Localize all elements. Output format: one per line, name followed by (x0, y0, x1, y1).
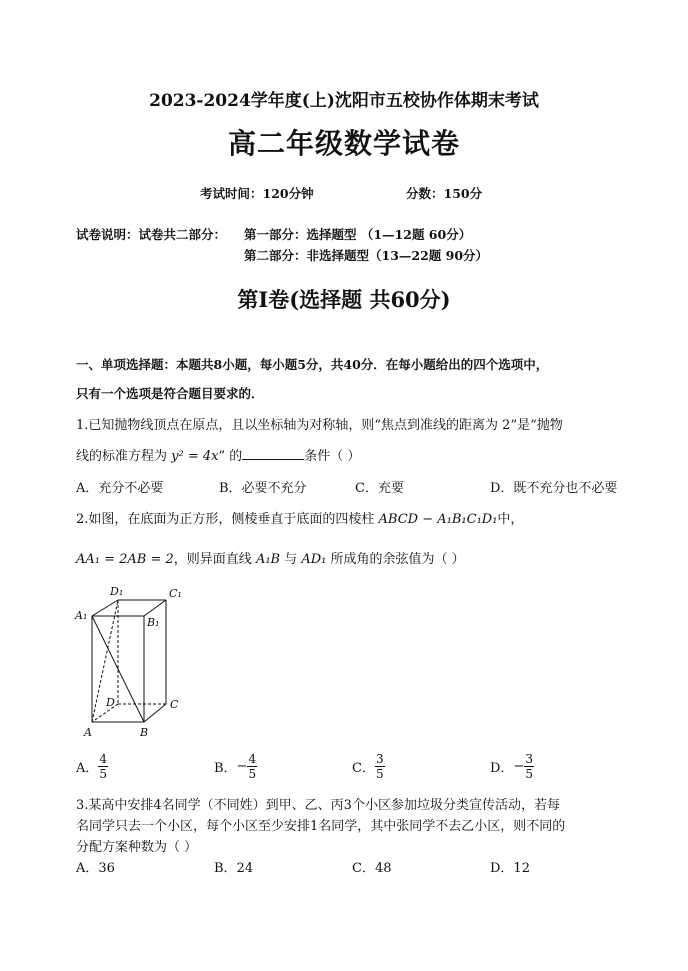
q2-option-b-den: 5 (248, 767, 257, 781)
label-d1: D₁ (110, 585, 124, 598)
q2-text-mid: ，则异面直线 (173, 552, 256, 567)
q1-option-a[interactable]: A．充分不必要 (76, 481, 164, 496)
q1-option-d[interactable]: D．既不充分也不必要 (490, 481, 618, 496)
q2-option-d-sign: − (513, 759, 525, 774)
label-c1: C₁ (169, 587, 182, 600)
q1-text-pre: 线的标准方程为 (76, 449, 172, 464)
paper-desc-part2: 第二部分：非选择题型（13—22题 90分） (244, 248, 489, 263)
label-b1: B₁ (147, 616, 160, 629)
q3-line3: 分配方案种数为（ ） (76, 840, 198, 855)
label-a: A (84, 726, 92, 739)
q2-option-d-label: D． (490, 761, 514, 776)
paper-desc-label: 试卷说明：试卷共二部分： (76, 227, 227, 242)
q2-option-a-fraction (98, 752, 108, 781)
q1-blank (242, 447, 304, 460)
q1-line1: 1.已知抛物线顶点在原点，且以坐标轴为对称轴，则“焦点到准线的距离为 2”是“抛物 (76, 418, 563, 433)
q2-option-a-num: 4 (99, 752, 108, 766)
section-instructions-line2: 只有一个选项是符合题目要求的． (76, 386, 264, 401)
q1-text-mid: ” 的 (218, 449, 243, 464)
q2-option-a-label: A． (76, 761, 99, 776)
q2-line2 (76, 548, 465, 567)
q2-line1 (76, 508, 523, 527)
q2-option-a[interactable] (76, 752, 108, 781)
label-b: B (140, 726, 149, 739)
q2-option-d-num: 3 (525, 752, 533, 766)
q2-option-b-num: 4 (248, 752, 257, 766)
paper-title: 高二年级数学试卷 (227, 127, 460, 160)
q2-option-c-label: C． (352, 761, 375, 776)
q2-option-b-sign: − (236, 759, 248, 774)
q3-option-d[interactable]: D．12 (490, 861, 530, 876)
exam-score: 分数：150分 (406, 186, 483, 201)
paper-desc-part1: 第一部分：选择题型 （1—12题 60分） (244, 227, 472, 242)
exam-time: 考试时间：120分钟 (200, 186, 314, 201)
q3-option-a[interactable]: A．36 (76, 861, 115, 876)
q2-option-d-fraction (524, 752, 534, 781)
q1-option-b[interactable]: B．必要不充分 (219, 481, 307, 496)
q2-option-b-label: B． (214, 761, 237, 776)
q2-text-pre: 2.如图，在底面为正方形，侧棱垂直于底面的四棱柱 (76, 512, 379, 527)
label-d: D (106, 696, 115, 709)
q2-text-post: 中， (497, 512, 524, 527)
q2-text-post2: 所成角的余弦值为（ ） (326, 552, 465, 567)
q3-line1: 3.某高中安排4名同学（不同姓）到甲、乙、丙3个小区参加垃圾分类宣传活动，若每 (76, 798, 560, 813)
section-instructions-line1: 一、单项选择题：本题共8小题，每小题5分，共40分．在每小题给出的四个选项中， (76, 357, 549, 372)
q2-option-c-fraction (375, 752, 385, 781)
prism-figure (72, 584, 202, 744)
q2-option-c-den: 5 (375, 767, 384, 781)
q2-option-d[interactable] (490, 752, 534, 781)
q3-option-b[interactable]: B．24 (214, 861, 254, 876)
q2-line-a1b: A₁B (255, 552, 281, 567)
q3-line2: 名同学只去一个小区，每个小区至少安排1名同学，其中张同学不去乙小区，则不同的 (76, 819, 566, 834)
part-title: 第Ⅰ卷(选择题 共60分) (237, 287, 451, 312)
q2-option-c[interactable] (352, 752, 385, 781)
q1-line2 (76, 445, 360, 464)
label-a1: A₁ (75, 609, 88, 622)
q3-option-c[interactable]: C．48 (352, 861, 392, 876)
q2-text-mid2: 与 (280, 552, 302, 567)
q1-equation: y² = 4x (171, 449, 219, 464)
q2-option-b[interactable] (214, 752, 257, 781)
q2-line-ad1: AD₁ (301, 552, 327, 567)
q2-prism-name: ABCD − A₁B₁C₁D₁ (378, 512, 498, 527)
q2-condition: AA₁ = 2AB = 2 (76, 552, 174, 567)
q2-option-d-den: 5 (525, 767, 533, 781)
q1-text-post: 条件（ ） (304, 449, 361, 464)
q1-option-c[interactable]: C．充要 (355, 481, 404, 496)
q2-option-b-fraction (247, 752, 257, 781)
q2-option-c-num: 3 (375, 752, 384, 766)
exam-title: 2023-2024学年度(上)沈阳市五校协作体期末考试 (149, 91, 539, 111)
q2-option-a-den: 5 (99, 767, 108, 781)
label-c: C (170, 698, 179, 711)
